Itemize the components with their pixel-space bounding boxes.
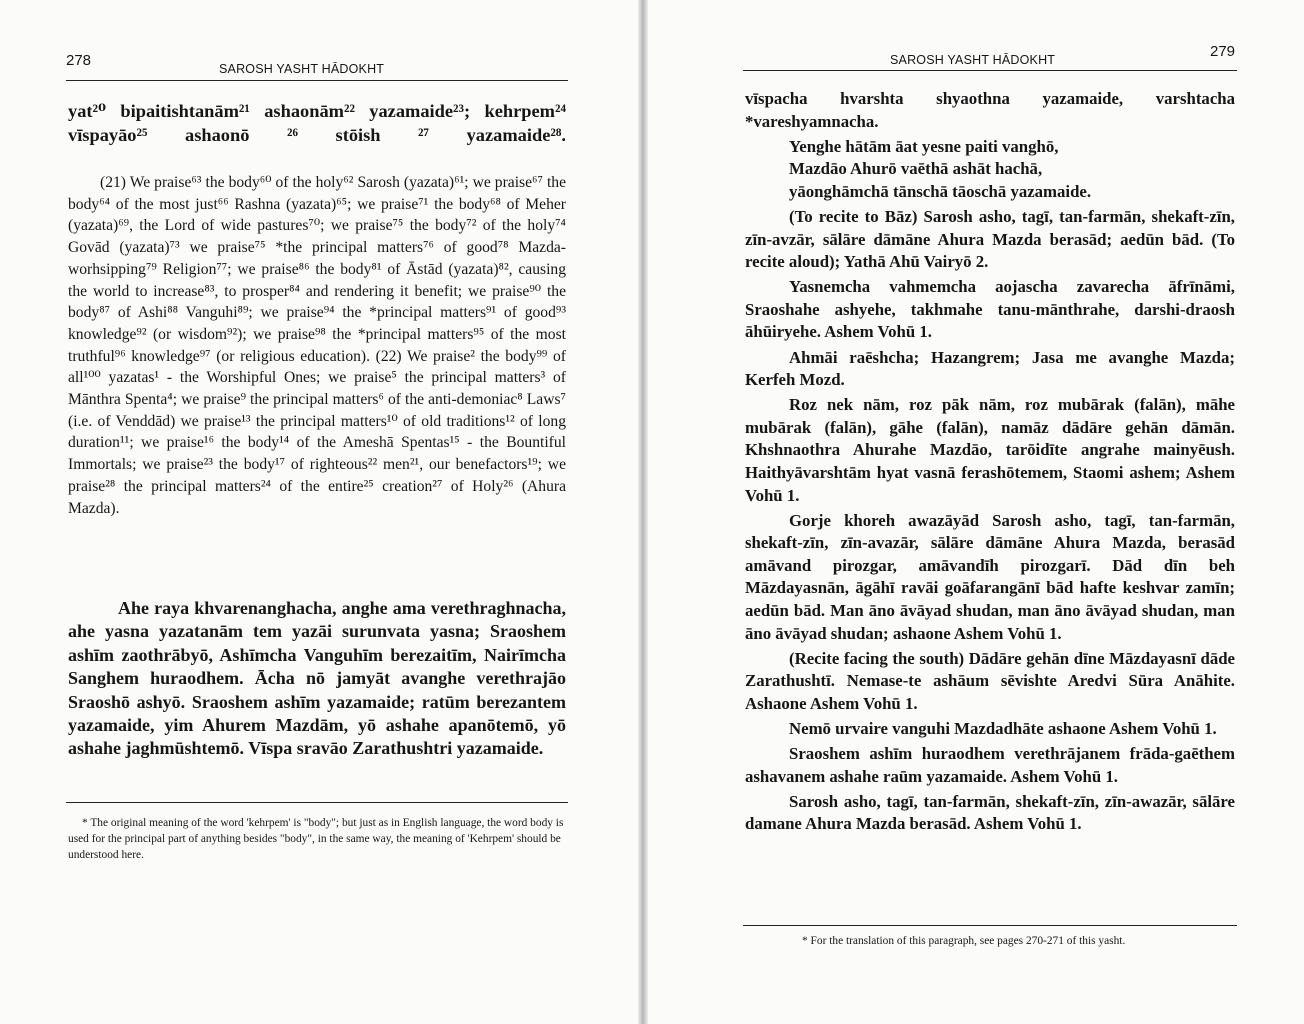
right-paragraph: Yasnemcha vahmemcha aojascha zavarecha āfrīnāmi, Sraoshahe ashyehe, takhmahe tanu-mānthrahe, darshi-draosh āhūiryehe. Ashem Vohū 1. (745, 277, 1235, 342)
right-verse-line: Yenghe hātām āat yesne paiti vanghō, (789, 136, 1059, 156)
left-translation-text (68, 172, 566, 519)
right-footnote-text: * For the translation of this paragraph, see pages 270-271 of this yasht. (802, 935, 1126, 947)
left-bold-avesta-paragraph: Ahe raya khvarenanghacha, anghe ama verethraghnacha, ahe yasna yazatanām tem yazāi surunvata yasna; Sraoshem ashīm zaothrābyō, Ashīmcha Vanguhīm berezaitīm, Nairīmcha Sanghem huraodhem. Ācha nō jamyāt avanghe verethrajāo Sraoshō ashyō. Sraoshem ashīm yazamaide; ratūm berezantem yazamaide, yim Ahurem Mazdām, yō ashahe apanōtemō, yō ashahe jaghmūshtemō. Vīspa sravāo Zarathushtri yazamaide. (68, 598, 566, 759)
right-running-head: SAROSH YASHT HĀDOKHT (890, 53, 1056, 67)
right-page-number: 279 (1210, 43, 1236, 60)
right-verse-line: yāonghāmchā tānschā tāoschā yazamaide. (789, 181, 1092, 201)
right-paragraph: Gorje khoreh awazāyād Sarosh asho, tagī, tan-farmān, shekaft-zīn, zīn-avazār, sālāre dāmāne Ahura Mazda, berasād amāvand pirozgar, amāvandīh pirozgarī. Dād dīn beh Māzdayasnān, āgāhī ravāi goāfarangānī bād hafte keshvar zamīn; aedūn bād. Man āno āvāyad shudan, man āno āvāyad shudan, man āno āvāyad shudan; ashaone Ashem Vohū 1. (745, 510, 1235, 643)
right-paragraph: Sarosh asho, tagī, tan-farmān, shekaft-zīn, zīn-awazār, sālāre damane Ahura Mazda berasād. Ashem Vohū 1. (745, 791, 1235, 834)
right-body-text (745, 88, 1235, 839)
left-footnote-text: * The original meaning of the word 'kehrpem' is "body"; but just as in English language, the word body is used for the principal part of anything besides "body", in the same way, the meaning of 'Kehrpem' should be understood here. (68, 817, 564, 861)
left-footnote-rule (66, 802, 568, 803)
right-footnote (788, 933, 1248, 949)
right-paragraph: Roz nek nām, roz pāk nām, roz mubārak (falān), māhe mubārak (falān), gāhe (falān), namāz dādāre gehān dāmān. Khshnaothra Ahurahe Mazdāo, tarōidīte angrahe mainyēush. Haithyāvarshtām hyat vasnā ferashōtemem, Staomi ashem; Ashem Vohū 1. (745, 395, 1235, 505)
right-paragraph: (To recite to Bāz) Sarosh asho, tagī, tan-farmān, shekaft-zīn, zīn-avzār, sālāre dāmāne Ahura Mazda berasād; aedūn bād. (To recite aloud); Yathā Ahū Vairyō 2. (745, 206, 1235, 272)
right-header-rule (743, 70, 1237, 71)
right-footnote-rule (743, 925, 1237, 926)
book-gutter (638, 0, 648, 1024)
left-top-avesta-text (68, 99, 566, 147)
left-translation-paragraph: (21) We praise⁶³ the body⁶⁰ of the holy⁶² Sarosh (yazata)⁶¹; we praise⁶⁷ the body⁶⁴ of the most just⁶⁶ Rashna (yazata)⁶⁵; we praise⁷¹ the body⁶⁸ of Meher (yazata)⁶⁹, the Lord of wide pastures⁷⁰; we praise⁷⁵ the body⁷² of the holy⁷⁴ Govād (yazata)⁷³ we praise⁷⁵ *the principal matters⁷⁶ of good⁷⁸ Mazda-worhsipping⁷⁹ Religion⁷⁷; we praise⁸⁶ the body⁸¹ of Āstād (yazata)⁸², causing the world to increase⁸³, to prosper⁸⁴ and rendering it benefit; we praise⁹⁰ the body⁸⁷ of Ashi⁸⁸ Vanguhi⁸⁹; we praise⁹⁴ the *principal matters⁹¹ of good⁹³ knowledge⁹² (or wisdom⁹²); we praise⁹⁸ the *principal matters⁹⁵ of the most truthful⁹⁶ knowledge⁹⁷ (or religious education). (22) We praise² the body⁹⁹ of all¹⁰⁰ yazatas¹ - the Worshipful Ones; we praise⁵ the principal matters³ of Mānthra Spenta⁴; we praise⁹ the principal matters⁶ of the anti-demoniac⁸ Laws⁷ (i.e. of Venddād) we praise¹³ the principal matters¹⁰ of old traditions¹² of long duration¹¹; we praise¹⁶ the body¹⁴ of the Ameshā Spentas¹⁵ - the Bountiful Immortals; we praise²³ the body¹⁷ of righteous²² men²¹, our benefactors¹⁹; we praise²⁸ the principal matters²⁴ of the entire²⁵ creation²⁷ of Holy²⁶ (Ahura Mazda). (68, 174, 566, 517)
right-paragraph: vīspacha hvarshta shyaothna yazamaide, varshtacha *vareshyamnacha. (745, 89, 1235, 131)
right-paragraph: (Recite facing the south) Dādāre gehān dīne Māzdayasnī dāde Zarathushtī. Nemase-te ashāum sēvishte Aredvi Sūra Anāhite. Ashaone Ashem Vohū 1. (745, 648, 1235, 713)
left-bold-avesta-text (68, 597, 566, 761)
right-verse-line: Mazdāo Ahurō vaēthā ashāt hachā, (789, 159, 1043, 179)
right-paragraph: Ahmāi raēshcha; Hazangrem; Jasa me avanghe Mazda; Kerfeh Mozd. (745, 347, 1235, 390)
left-footnote (68, 815, 566, 863)
right-paragraph: Sraoshem ashīm huraodhem verethrājanem frāda-gaēthem ashavanem ashahe raūm yazamaide. Ashem Vohū 1. (745, 744, 1235, 786)
left-top-avesta-paragraph: yat²⁰ bipaitishtanām²¹ ashaonām²² yazamaide²³; kehrpem²⁴ vīspayāo²⁵ ashaonō ²⁶ stōish ²⁷ yazamaide²⁸. (68, 101, 566, 145)
left-header-rule (66, 80, 568, 81)
left-page-number: 278 (66, 52, 92, 69)
left-running-head: SAROSH YASHT HĀDOKHT (219, 62, 385, 76)
right-paragraph: Nemō urvaire vanguhi Mazdadhāte ashaone Ashem Vohū 1. (789, 719, 1217, 739)
